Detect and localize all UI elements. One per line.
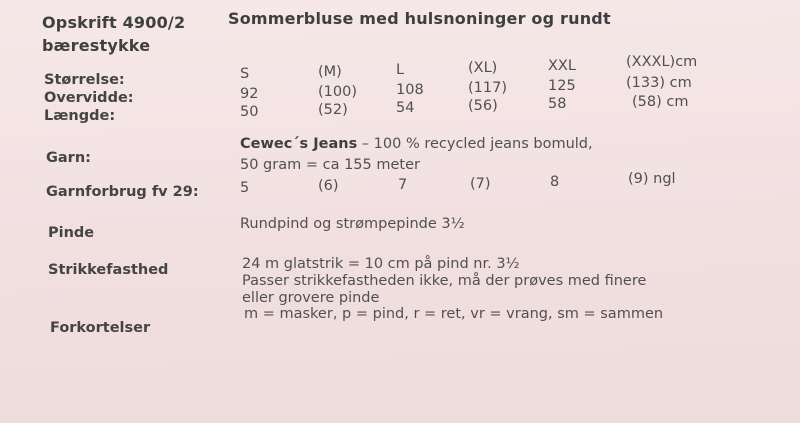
chest-value: (100) — [318, 84, 357, 100]
length-value: (56) — [468, 98, 498, 114]
length-value: 50 — [240, 104, 259, 120]
pattern-id-continued: bærestykke — [42, 36, 151, 55]
pattern-title: Sommerbluse med hulsnoninger og rundt — [228, 9, 611, 28]
consumption-value: 8 — [550, 174, 560, 190]
size-value: L — [396, 62, 405, 78]
gauge-line-1: 24 m glatstrik = 10 cm på pind nr. 3½ — [242, 256, 520, 272]
gauge-line-3: eller grovere pinde — [242, 290, 380, 306]
yarn-description: – 100 % recycled jeans bomuld, — [357, 136, 593, 152]
consumption-value: 5 — [240, 180, 250, 196]
consumption-value: 7 — [398, 177, 408, 193]
abbreviations-label: Forkortelser — [50, 320, 151, 336]
length-value: 54 — [396, 100, 415, 116]
chest-value: 92 — [240, 86, 259, 102]
chest-value: 125 — [548, 78, 576, 94]
chest-label: Overvidde: — [44, 90, 134, 106]
size-label: Størrelse: — [44, 72, 125, 88]
gauge-label: Strikkefasthed — [48, 262, 169, 278]
length-label: Længde: — [44, 108, 116, 124]
gauge-line-2: Passer strikkefastheden ikke, må der prøves med finere — [242, 273, 647, 289]
length-value: (58) cm — [632, 94, 689, 110]
consumption-value: (6) — [318, 178, 339, 194]
size-value: S — [240, 66, 250, 82]
length-value: 58 — [548, 96, 567, 112]
yarn-line-2: 50 gram = ca 155 meter — [240, 157, 420, 173]
size-value: (XXXL)cm — [626, 54, 698, 70]
yarn-label: Garn: — [46, 150, 91, 166]
consumption-label: Garnforbrug fv 29: — [46, 184, 199, 200]
chest-value: (117) — [468, 80, 507, 96]
yarn-brand: Cewec´s Jeans — [240, 136, 358, 152]
size-value: (XL) — [468, 60, 498, 76]
abbreviations-value: m = masker, p = pind, r = ret, vr = vrang, sm = sammen — [244, 306, 664, 322]
pattern-id: Opskrift 4900/2 — [42, 13, 186, 32]
length-value: (52) — [318, 102, 348, 118]
chest-value: 108 — [396, 82, 424, 98]
yarn-line-1 — [240, 136, 593, 152]
size-value: (M) — [318, 64, 342, 80]
needles-label: Pinde — [48, 225, 95, 241]
needles-value: Rundpind og strømpepinde 3½ — [240, 216, 465, 232]
size-value: XXL — [548, 58, 576, 74]
consumption-value: (9) ngl — [628, 171, 676, 187]
consumption-value: (7) — [470, 176, 491, 192]
chest-value: (133) cm — [626, 75, 692, 91]
